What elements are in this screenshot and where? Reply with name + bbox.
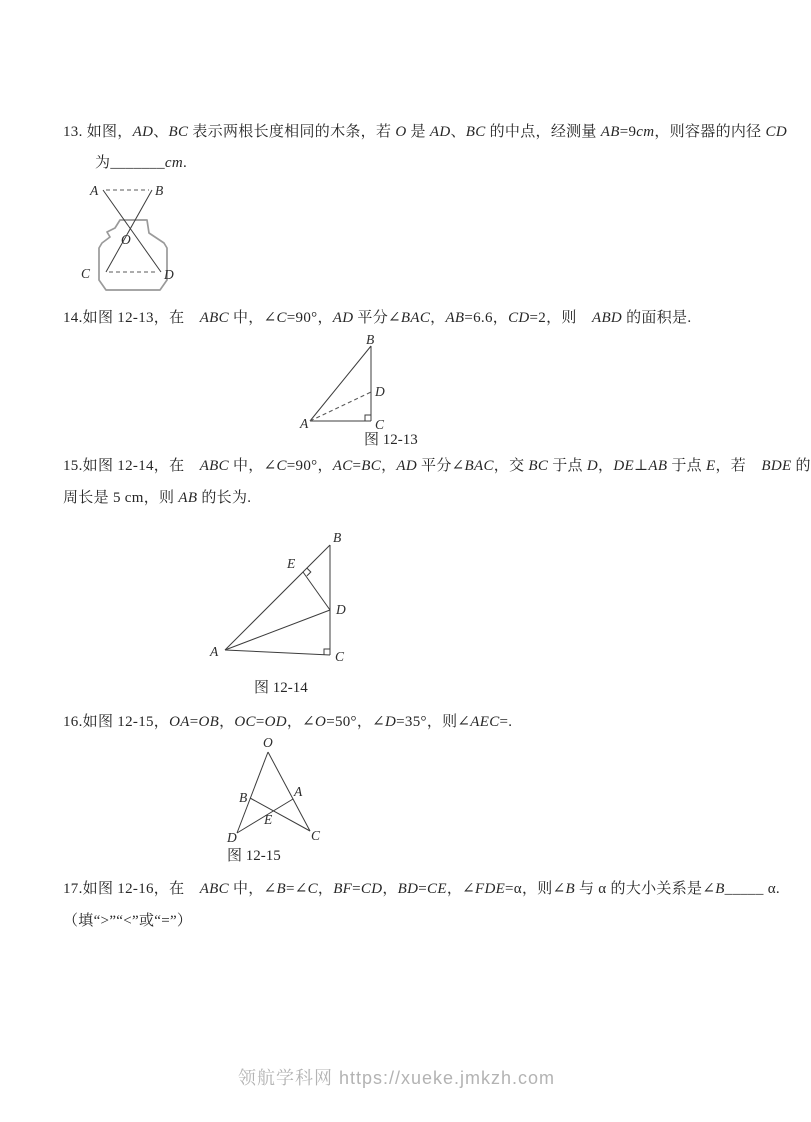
point-label-b: B bbox=[333, 530, 342, 545]
figure-13-container-diagram bbox=[78, 168, 198, 303]
right-angle-mark-c bbox=[365, 415, 371, 421]
right-angle-mark-c bbox=[324, 649, 330, 655]
segment-ad bbox=[103, 190, 161, 272]
point-label-o: O bbox=[263, 735, 273, 750]
point-label-b: B bbox=[366, 332, 375, 347]
figure-caption-12-14: 图 12-14 bbox=[254, 680, 308, 696]
point-label-a: A bbox=[90, 183, 99, 198]
problem-17-line-1: 17.如图 12-16，在 ABC 中，∠B=∠C，BF=CD，BD=CE，∠FDE=α，则∠B 与 α 的大小关系是∠B_____ α. bbox=[63, 881, 780, 897]
point-label-d: D bbox=[375, 384, 385, 399]
segment-ed bbox=[303, 572, 330, 610]
point-label-c: C bbox=[311, 828, 321, 843]
problem-14-line-1: 14.如图 12-13，在 ABC 中，∠C=90°，AD 平分∠BAC，AB=6.6，CD=2，则 ABD 的面积是. bbox=[63, 310, 692, 326]
problem-17-line-2: （填“>”“<”或“=”） bbox=[63, 913, 193, 929]
point-label-c: C bbox=[335, 649, 345, 664]
dashed-segment-ad bbox=[310, 392, 371, 421]
point-label-c: C bbox=[375, 417, 385, 432]
footer-watermark: 领航学科网 https://xueke.jmkzh.com bbox=[237, 1068, 556, 1088]
problem-15-line-2: 周长是 5 cm，则 AB 的长为. bbox=[63, 490, 252, 506]
point-label-b: B bbox=[239, 790, 248, 805]
point-label-c: C bbox=[81, 266, 91, 281]
problem-13-line-2: 为_______cm. bbox=[95, 155, 188, 171]
figure-12-14-triangle-diagram bbox=[208, 526, 358, 666]
segment-ab bbox=[225, 545, 330, 650]
figure-caption-12-15: 图 12-15 bbox=[227, 848, 281, 864]
point-label-a: A bbox=[300, 416, 309, 431]
figure-caption-12-13: 图 12-13 bbox=[364, 432, 418, 448]
right-angle-mark-e bbox=[307, 568, 311, 576]
point-label-d: D bbox=[336, 602, 346, 617]
point-label-b: B bbox=[155, 183, 164, 198]
point-label-d: D bbox=[227, 830, 237, 845]
segment-ab bbox=[310, 346, 371, 421]
point-label-a: A bbox=[294, 784, 303, 799]
segment-ad bbox=[225, 610, 330, 650]
problem-16-line-1: 16.如图 12-15，OA=OB，OC=OD，∠O=50°，∠D=35°，则∠AEC=. bbox=[63, 714, 513, 730]
problem-15-line-1: 15.如图 12-14，在 ABC 中，∠C=90°，AC=BC，AD 平分∠BAC，交 BC 于点 D，DE⊥AB 于点 E，若 BDE 的 bbox=[63, 458, 811, 474]
figure-12-15-crossing-diagram bbox=[213, 736, 328, 851]
problem-13-line-1: 13. 如图，AD、BC 表示两根长度相同的木条，若 O 是 AD、BC 的中点，经测量 AB=9cm，则容器的内径 CD bbox=[63, 124, 787, 140]
point-label-e: E bbox=[264, 812, 273, 827]
segment-bc bbox=[106, 190, 152, 272]
figure-12-13-triangle-diagram bbox=[300, 332, 400, 432]
point-label-e: E bbox=[287, 556, 296, 571]
point-label-o: O bbox=[121, 232, 131, 247]
point-label-a: A bbox=[210, 644, 219, 659]
jar-outline bbox=[99, 220, 167, 290]
segment-ac bbox=[225, 650, 330, 655]
point-label-d: D bbox=[164, 267, 174, 282]
